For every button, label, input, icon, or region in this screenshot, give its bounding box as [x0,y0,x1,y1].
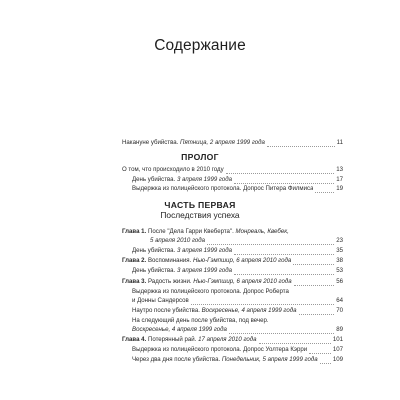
toc-entry-chapter-3d-cont [122,326,343,336]
toc-entry-chapter-2b [122,267,343,277]
page-number: 101 [332,336,343,343]
chapter-label: Глава 4. [122,336,148,343]
dot-leader [293,259,334,265]
dot-leader [320,358,331,364]
toc-entry-text: День убийства. [132,267,177,274]
toc-entry-chapter-4b [122,346,343,356]
toc-entry-chapter-3b-cont [122,297,343,307]
toc-entry-chapter-3c [122,307,343,317]
toc-entry-chapter-1-cont [122,237,343,247]
toc-entry-date: Воскресенье, 4 апреля 1999 года [132,326,227,333]
toc-entry-text: День убийства. [132,247,177,254]
page-number: 17 [336,176,343,183]
toc-entry-chapter-4c [122,356,343,366]
toc-entry-text: День убийства. [132,176,177,183]
toc-entry-text: Радость жизни. [147,278,194,285]
page-number: 70 [336,307,343,314]
dot-leader [267,141,335,147]
page-number: 38 [336,257,343,264]
toc-entry-text: Выдержка из полицейского протокола. Допрос Уолтера Кэрри [132,346,308,353]
page-number: 89 [336,326,343,333]
toc-entry-text: Выдержка из полицейского протокола. Допрос Роберта [132,288,289,295]
toc-entry-date: 3 апреля 1999 года [176,247,233,254]
page-number: 35 [336,247,343,254]
page-number: 64 [336,297,343,304]
page-number: 107 [332,346,343,353]
page-number: 56 [336,278,343,285]
dot-leader [207,239,334,245]
toc-entry-text: и Донны Сандерсов [132,297,189,304]
page-number: 19 [336,185,343,192]
toc-entry-text: Через два дня после убийства. [132,356,222,363]
chapter-label: Глава 1. [122,228,148,235]
dot-leader [234,269,334,275]
toc-entry-chapter-3 [122,278,343,288]
chapter-label: Глава 2. [122,257,148,264]
dot-leader [234,178,334,184]
page-number: 53 [336,267,343,274]
dot-leader [229,328,334,334]
toc-entry-prologue-3 [122,185,343,195]
toc-entry-date: 3 апреля 1999 года [176,176,233,183]
page-number: 13 [336,166,343,173]
toc-entry-chapter-1b [122,247,343,257]
toc-entry-text: Воспоминания. [147,257,193,264]
toc-entry-intro [122,139,343,149]
toc-entry-place: Нью-Гэмпшир, 6 апреля 2010 года [192,257,292,264]
dot-leader [309,348,331,354]
toc-entry-prologue-1 [122,166,343,176]
toc-entry-text: На следующий день после убийства, под вечер. [132,317,269,324]
dot-leader [259,338,331,344]
toc-entry-date: Воскресенье, 4 апреля 1999 года [201,307,297,314]
toc-entry-text: Потерянный рай. [147,336,199,343]
dot-leader [294,280,335,286]
page-number: 11 [336,139,343,146]
dot-leader [226,168,335,174]
page-number: 109 [332,356,343,363]
prologue-heading: ПРОЛОГ [181,152,219,162]
chapter-label: Глава 3. [122,278,148,285]
toc-entry-date: Понедельник, 5 апреля 1999 года [221,356,318,363]
toc-entry-chapter-4 [122,336,343,346]
toc-entry-date: Пятница, 2 апреля 1999 года [180,139,265,146]
dot-leader [315,187,334,193]
dot-leader [191,299,334,305]
toc-entry-text: Накануне убийства. [122,139,181,146]
toc-entry-place: Монреаль, Квебек, [235,228,289,235]
toc-entry-text: После "Дела Гарри Квеберта". [147,228,236,235]
part-one-subtitle: Последствия успеха [160,210,240,220]
toc-entry-text: О том, что происходило в 2010 году [122,166,224,173]
toc-entry-date: 17 апреля 2010 года [198,336,257,343]
dot-leader [234,249,334,255]
toc-entry-text: Выдержка из полицейского протокола. Допрос Питера Филмиса [132,185,314,192]
dot-leader [299,309,335,315]
toc-entry-date: 3 апреля 1999 года [176,267,233,274]
page-number: 23 [336,237,343,244]
toc-entry-chapter-2 [122,257,343,267]
part-one-heading: ЧАСТЬ ПЕРВАЯ [164,200,236,210]
page-title: Содержание [154,37,246,54]
toc-entry-place: Нью-Гэмпшир, 6 апреля 2010 года [193,278,292,285]
toc-entry-date: 5 апреля 2010 года [150,237,206,244]
toc-entry-text: Наутро после убийства. [132,307,202,314]
